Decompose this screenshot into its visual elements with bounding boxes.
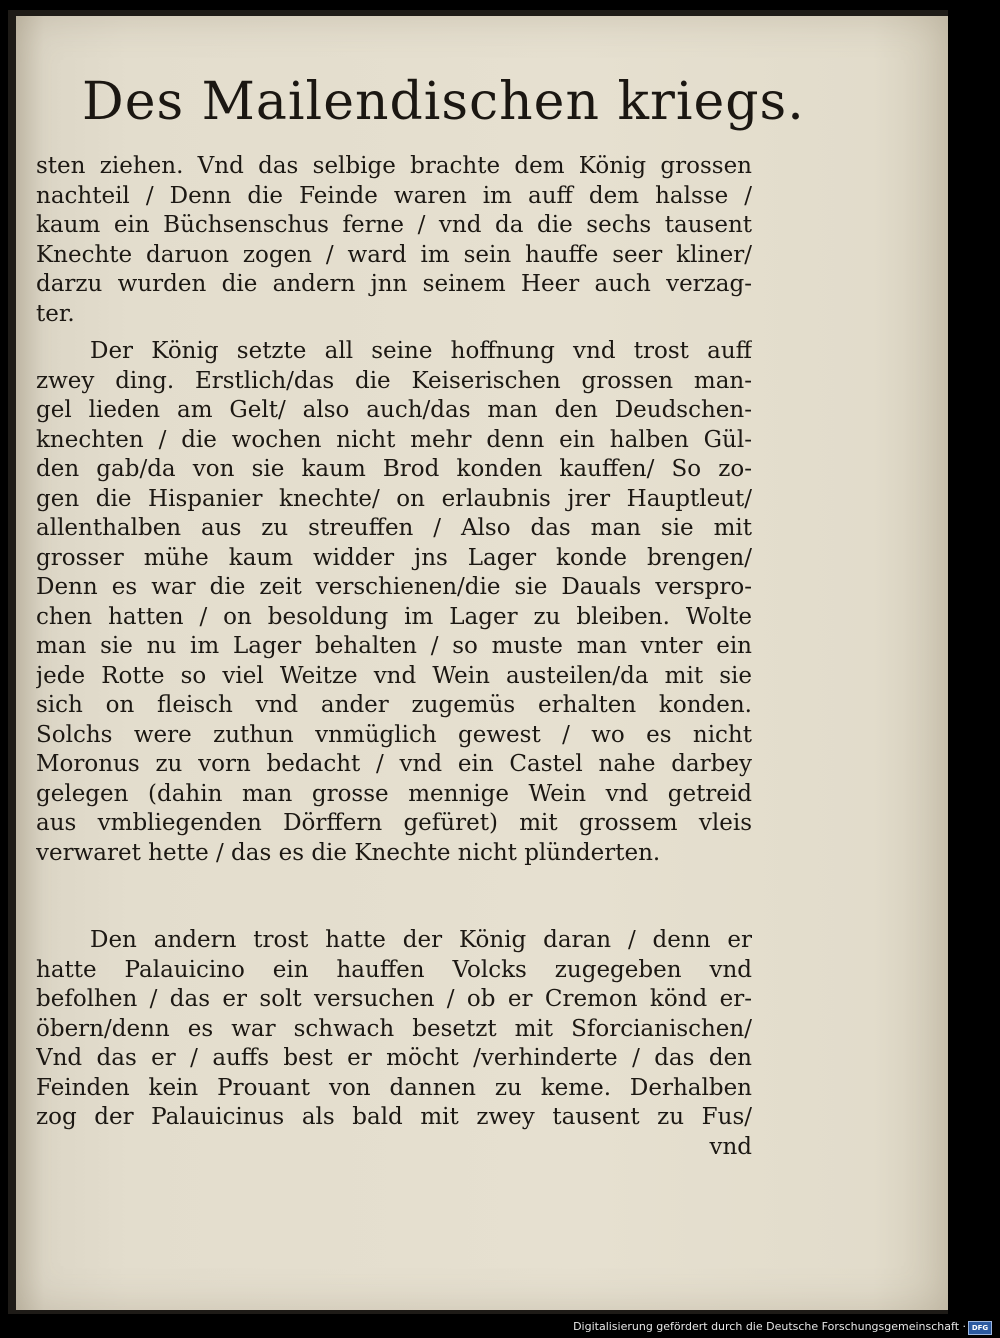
text-line: den gab/da von sie kaum Brod konden kauffen/ So zo- [36,456,752,482]
text-line: gel lieden am Gelt/ also auch/das man den Deudschen- [36,397,752,423]
text-line: Der König setzte all seine hoffnung vnd trost auff [90,338,752,364]
paragraph-2 [36,337,752,868]
text-line: Feinden kein Prouant von dannen zu keme. Derhalben [36,1074,752,1101]
text-line: chen hatten / on besoldung im Lager zu bleiben. Wolte [36,603,752,630]
text-line: aus vmbliegenden Dörffern gefüret) mit grossem vleis [36,810,752,836]
text-line: verwaret hette / das es die Knechte nicht plünderten. [36,839,661,866]
text-line: nachteil / Denn die Feinde waren im auff dem halsse / [36,182,752,209]
text-line: gelegen (dahin man grosse mennige Wein vnd getreid [36,780,752,807]
text-line: Solchs were zuthun vnmüglich gewest / wo es nicht [36,721,752,748]
text-line: sich on fleisch vnd ander zugemüs erhalten konden. [36,692,752,718]
text-line: Denn es war die zeit verschienen/die sie Dauals verspro- [36,574,752,600]
catchword: vnd [709,1133,752,1160]
text-line: kaum ein Büchsenschus ferne / vnd da die sechs tausent [36,212,752,238]
paragraph-3 [36,926,752,1162]
text-line: Knechte daruon zogen / ward im sein hauffe seer kliner/ [36,241,752,268]
footer-bar [0,1318,1000,1338]
text-line: zog der Palauicinus als bald mit zwey tausent zu Fus/ [36,1104,752,1130]
text-line: Den andern trost hatte der König daran / denn er [90,927,752,953]
paragraph-1 [36,152,752,329]
text-line: allenthalben aus zu streuffen / Also das man sie mit [36,515,752,541]
text-line: hatte Palauicino ein hauffen Volcks zugegeben vnd [36,956,752,983]
dfg-logo-icon: DFG [968,1321,992,1335]
text-line: knechten / die wochen nicht mehr denn ein halben Gül- [36,426,752,453]
text-line: grosser mühe kaum widder jns Lager konde brengen/ [36,544,752,571]
text-line: sten ziehen. Vnd das selbige brachte dem König grossen [36,153,752,179]
text-line: darzu wurden die andern jnn seinem Heer auch verzag- [36,271,752,297]
text-line: befolhen / das er solt versuchen / ob er Cremon könd er- [36,986,752,1012]
running-head: Des Mailendischen kriegs. [82,72,805,132]
text-line: zwey ding. Erstlich/das die Keiserischen grossen man- [36,367,752,394]
book-page [16,16,948,1310]
text-line: ter. [36,300,75,327]
text-line: öbern/denn es war schwach besetzt mit Sforcianischen/ [36,1015,752,1042]
text-line: man sie nu im Lager behalten / so muste man vnter ein [36,633,752,659]
text-line: jede Rotte so viel Weitze vnd Wein austeilen/da mit sie [36,662,752,689]
funding-credit: Digitalisierung gefördert durch die Deutsche Forschungsgemeinschaft · [573,1320,966,1333]
text-line: gen die Hispanier knechte/ on erlaubnis jrer Hauptleut/ [36,485,752,512]
text-line: Vnd das er / auffs best er möcht /verhinderte / das den [36,1045,752,1071]
text-line: Moronus zu vorn bedacht / vnd ein Castel nahe darbey [36,751,752,777]
